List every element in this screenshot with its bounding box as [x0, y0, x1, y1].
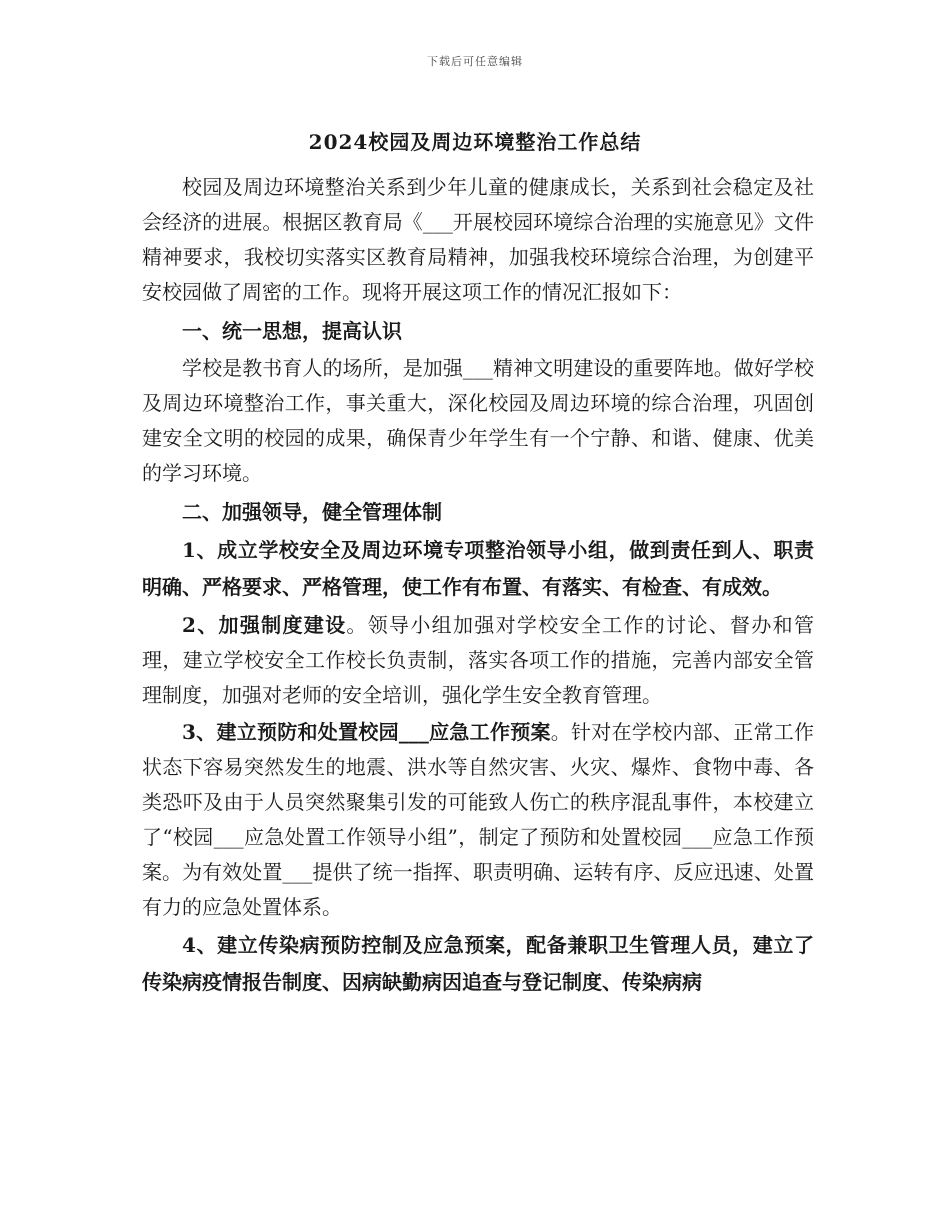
section-2-item-4: 4、建立传染病预防控制及应急预案，配备兼职卫生管理人员，建立了传染病疫情报告制度、因病缺勤病因追查与登记制度、传染病病	[142, 933, 814, 994]
page-header-note: 下载后可任意编辑	[427, 55, 523, 68]
document-body	[142, 170, 814, 1003]
item-2-lead: 2、加强制度建设	[182, 613, 347, 637]
section-2-item-1: 1、成立学校安全及周边环境专项整治领导小组，做到责任到人、职责明确、严格要求、严格管理，使工作有布置、有落实、有检查、有成效。	[142, 538, 814, 599]
item-2-body: 。领导小组加强对学校安全工作的讨论、督办和管理，建立学校安全工作校长负责制，落实各项工作的措施，完善内部安全管理制度，加强对老师的安全培训，强化学生安全教育管理。	[142, 613, 814, 707]
item-3-body: 。针对在学校内部、正常工作状态下容易突然发生的地震、洪水等自然灾害、火灾、爆炸、食物中毒、各类恐吓及由于人员突然聚集引发的可能致人伤亡的秩序混乱事件，本校建立了“校园___应急处置工作领导小组”，制定了预防和处置校园___应急工作预案。为有效处置___提供了统一指挥、职责明确、运转有序、反应迅速、处置有力的应急处置体系。	[142, 720, 814, 919]
section-2-heading: 二、加强领导，健全管理体制	[182, 500, 442, 524]
item-3-lead: 3、建立预防和处置校园___应急工作预案	[182, 720, 551, 744]
section-1-paragraph: 学校是教书育人的场所，是加强___精神文明建设的重要阵地。做好学校及周边环境整治工作，事关重大，深化校园及周边环境的综合治理，巩固创建安全文明的校园的成果，确保青少年学生有一个宁静、和谐、健康、优美的学习环境。	[142, 356, 814, 485]
intro-paragraph: 校园及周边环境整治关系到少年儿童的健康成长，关系到社会稳定及社会经济的进展。根据区教育局《___开展校园环境综合治理的实施意见》文件精神要求，我校切实落实区教育局精神，加强我校环境综合治理，为创建平安校园做了周密的工作。现将开展这项工作的情况汇报如下：	[142, 175, 814, 304]
section-2-item-3	[142, 715, 814, 925]
section-2-item-2	[142, 608, 814, 713]
document-title: 2024校园及周边环境整治工作总结	[308, 130, 642, 154]
section-1-heading: 一、统一思想，提高认识	[182, 319, 402, 343]
